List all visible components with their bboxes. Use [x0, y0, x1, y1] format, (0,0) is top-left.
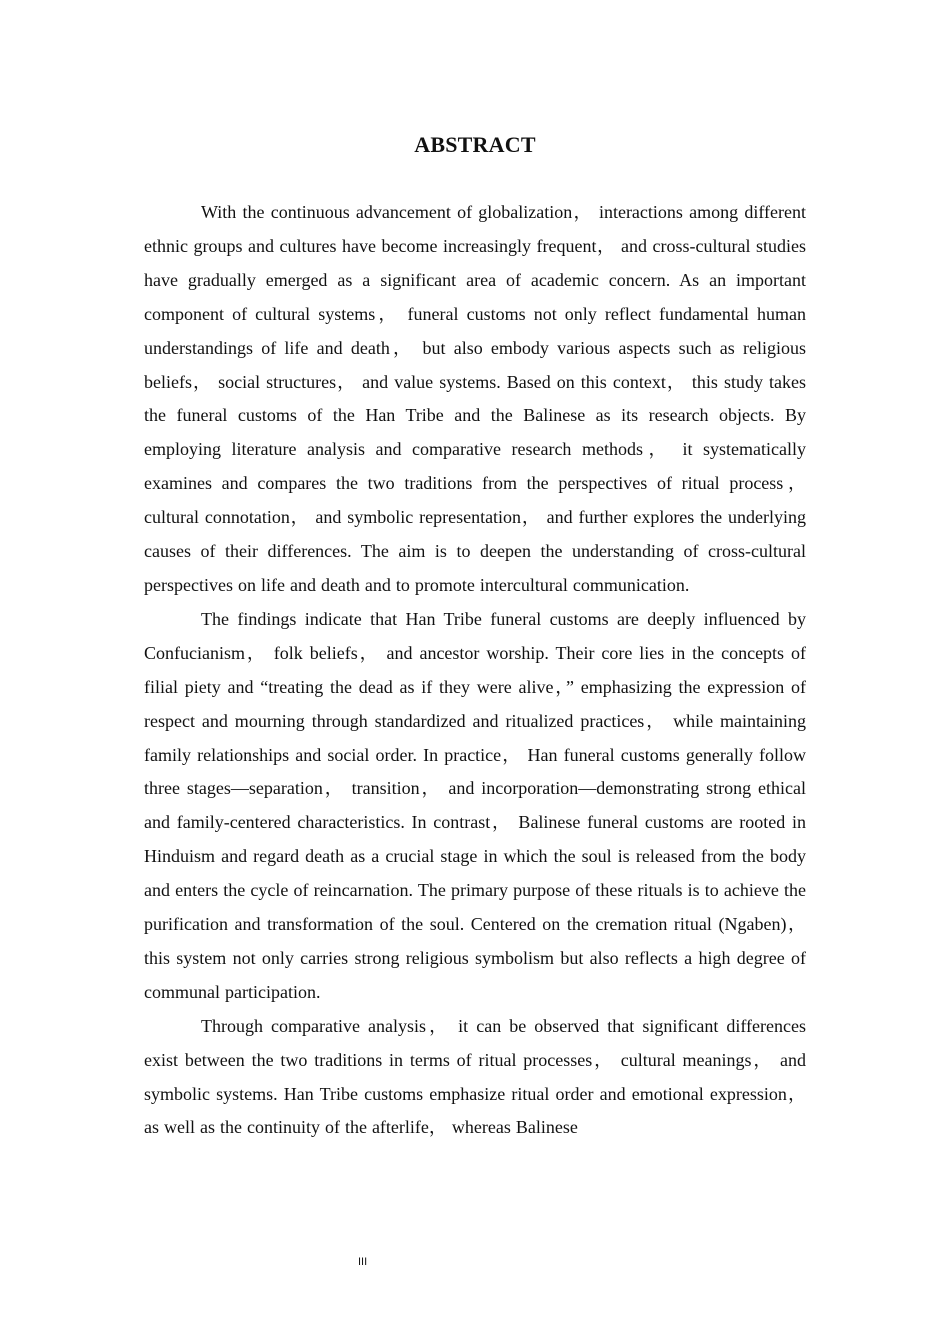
abstract-body: [144, 196, 806, 1145]
paragraph-3: Through comparative analysis， it can be observed that significant differences exist between the two traditions in terms of ritual processes， cultural meanings， and symbolic systems. Han Tribe customs emphasize ritual order and emotional expression， as well as the continuity of the afterlife， whereas Balinese: [144, 1015, 806, 1138]
paragraph-2: The findings indicate that Han Tribe funeral customs are deeply influenced by Confucianism， folk beliefs， and ancestor worship. Their core lies in the concepts of filial piety and “treating the dead as if they were alive，” emphasizing the expression of respect and mourning through standardized and ritualized practices， while maintaining family relationships and social order. In practice， Han funeral customs generally follow three stages—separation， transition， and incorporation—demonstrating strong ethical and family-centered characteristics. In contrast， Balinese funeral customs are rooted in Hinduism and regard death as a crucial stage in which the soul is released from the body and enters the cycle of reincarnation. The primary purpose of these rituals is to achieve the purification and transformation of the soul. Centered on the cremation ritual (Ngaben)， this system not only carries strong religious symbolism but also reflects a high degree of communal participation.: [144, 608, 806, 1002]
abstract-heading: ABSTRACT: [414, 131, 536, 157]
paragraph-1: With the continuous advancement of globalization， interactions among different ethnic groups and cultures have become increasingly frequent， and cross-cultural studies have gradually emerged as a significant area of academic concern. As an important component of cultural systems， funeral customs not only reflect fundamental human understandings of life and death， but also embody various aspects such as religious beliefs， social structures， and value systems. Based on this context， this study takes the funeral customs of the Han Tribe and the Balinese as its research objects. By employing literature analysis and comparative research methods， it systematically examines and compares the two traditions from the perspectives of ritual process， cultural connotation， and symbolic representation， and further explores the underlying causes of their differences. The aim is to deepen the understanding of cross-cultural perspectives on life and death and to promote intercultural communication.: [144, 202, 806, 595]
page-number: III: [358, 1256, 368, 1268]
